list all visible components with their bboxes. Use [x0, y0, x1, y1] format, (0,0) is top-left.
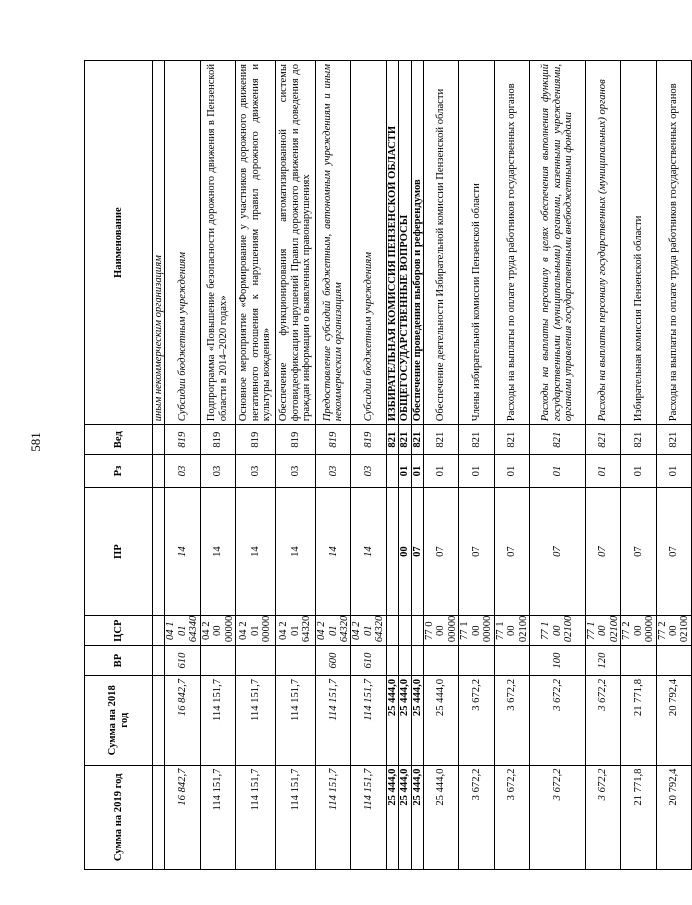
cell-sum2018: 21 771,8 [621, 675, 656, 765]
cell-sum2018: 3 672,2 [494, 675, 529, 765]
cell-pr: 14 [165, 487, 200, 615]
cell-csr: 04 2 01 64320 [316, 616, 351, 646]
cell-ved: 821 [494, 425, 529, 455]
cell-sum2019: 114 151,7 [276, 765, 316, 869]
cell-sum2019: 3 672,2 [585, 765, 620, 869]
cell-csr: 04 2 01 64320 [276, 616, 316, 646]
cell-vr: 120 [585, 646, 620, 676]
cell-pr: 14 [200, 487, 235, 615]
cell-sum2018 [153, 675, 165, 765]
cell-rz: 01 [529, 455, 585, 488]
cell-sum2019: 3 672,2 [529, 765, 585, 869]
cell-sum2019: 114 151,7 [200, 765, 235, 869]
cell-name: Предоставление субсидий бюджетным, автономным учреждениям и иным некоммерческим организациям [316, 61, 351, 425]
cell-vr [236, 646, 276, 676]
cell-rz: 03 [276, 455, 316, 488]
cell-name: Обеспечение проведения выборов и референдумов [411, 61, 423, 425]
cell-ved: 819 [276, 425, 316, 455]
cell-vr: 100 [529, 646, 585, 676]
cell-sum2019: 25 444,0 [399, 765, 411, 869]
cell-rz [153, 455, 165, 488]
cell-rz: 01 [424, 455, 459, 488]
cell-name: Обеспечение функционирования автоматизированной системы фотовидеофиксации нарушений Правил дорожного движения и доведения до граждан информации о выявленных правонарушениях [276, 61, 316, 425]
cell-name: Расходы на выплаты персоналу в целях обеспечения выполнения функций государственными (муниципальными) органами, казенными учреждениями, органами управления государственными внебюджетными фондами [529, 61, 585, 425]
cell-rz: 03 [316, 455, 351, 488]
cell-vr [276, 646, 316, 676]
cell-csr [153, 616, 165, 646]
cell-pr: 07 [656, 487, 691, 615]
cell-sum2018: 25 444,0 [424, 675, 459, 765]
cell-pr: 07 [585, 487, 620, 615]
table-row [529, 61, 585, 870]
header-row [85, 61, 153, 870]
col-header-rz: Рз [85, 455, 153, 488]
cell-pr: 07 [424, 487, 459, 615]
table-row [424, 61, 459, 870]
cell-ved: 819 [200, 425, 235, 455]
cell-vr [424, 646, 459, 676]
cell-pr: 07 [494, 487, 529, 615]
cell-sum2019: 114 151,7 [236, 765, 276, 869]
cell-vr [153, 646, 165, 676]
cell-ved: 821 [424, 425, 459, 455]
cell-rz: 01 [621, 455, 656, 488]
cell-csr: 77 2 00 00000 [621, 616, 656, 646]
cell-sum2019: 25 444,0 [386, 765, 398, 869]
cell-csr: 77 0 00 00000 [424, 616, 459, 646]
cell-pr: 14 [316, 487, 351, 615]
cell-rz: 01 [585, 455, 620, 488]
cell-csr: 04 2 00 00000 [200, 616, 235, 646]
rotated-table-container [84, 60, 691, 870]
cell-pr: 14 [276, 487, 316, 615]
cell-sum2019: 25 444,0 [411, 765, 423, 869]
cell-ved: 821 [656, 425, 691, 455]
cell-sum2018: 3 672,2 [585, 675, 620, 765]
cell-rz: 01 [399, 455, 411, 488]
table-row [153, 61, 165, 870]
cell-ved: 821 [585, 425, 620, 455]
cell-vr: 600 [316, 646, 351, 676]
cell-name: Избирательная комиссия Пензенской области [621, 61, 656, 425]
cell-name: Обеспечение деятельности Избирательной комиссии Пензенской области [424, 61, 459, 425]
cell-sum2018: 25 444,0 [386, 675, 398, 765]
cell-sum2018: 114 151,7 [200, 675, 235, 765]
table-row [585, 61, 620, 870]
col-header-sum2019: Сумма на 2019 год [85, 765, 153, 869]
col-header-pr: ПР [85, 487, 153, 615]
cell-sum2018: 3 672,2 [459, 675, 494, 765]
cell-sum2019: 114 151,7 [351, 765, 386, 869]
table-row [165, 61, 200, 870]
table-row [621, 61, 656, 870]
cell-pr: 07 [459, 487, 494, 615]
cell-csr [386, 616, 398, 646]
cell-name: Расходы на выплаты по оплате труда работников государственных органов [656, 61, 691, 425]
cell-sum2019 [153, 765, 165, 869]
cell-rz: 01 [411, 455, 423, 488]
cell-ved: 819 [236, 425, 276, 455]
cell-sum2019: 25 444,0 [424, 765, 459, 869]
cell-sum2018: 16 842,7 [165, 675, 200, 765]
cell-name: Расходы на выплаты по оплате труда работников государственных органов [494, 61, 529, 425]
cell-rz: 03 [351, 455, 386, 488]
cell-sum2018: 114 151,7 [236, 675, 276, 765]
budget-table [84, 60, 692, 870]
cell-sum2019: 3 672,2 [459, 765, 494, 869]
table-row [236, 61, 276, 870]
cell-sum2019: 3 672,2 [494, 765, 529, 869]
cell-ved: 821 [399, 425, 411, 455]
cell-sum2018: 114 151,7 [316, 675, 351, 765]
cell-sum2018: 20 792,4 [656, 675, 691, 765]
col-header-vr: ВР [85, 646, 153, 676]
cell-sum2019: 21 771,8 [621, 765, 656, 869]
cell-pr: 07 [411, 487, 423, 615]
cell-sum2018: 25 444,0 [399, 675, 411, 765]
cell-vr [459, 646, 494, 676]
cell-ved: 821 [529, 425, 585, 455]
table-row [276, 61, 316, 870]
cell-csr: 77 2 00 02100 [656, 616, 691, 646]
cell-ved: 821 [411, 425, 423, 455]
page-number: 581 [28, 432, 43, 452]
col-header-csr: ЦСР [85, 616, 153, 646]
cell-ved: 819 [165, 425, 200, 455]
table-row [316, 61, 351, 870]
cell-rz: 01 [494, 455, 529, 488]
table-body [153, 61, 692, 870]
cell-vr [386, 646, 398, 676]
cell-ved: 821 [386, 425, 398, 455]
cell-rz: 03 [200, 455, 235, 488]
cell-pr: 07 [621, 487, 656, 615]
table-row [656, 61, 691, 870]
table-row [200, 61, 235, 870]
col-header-ved: Вед [85, 425, 153, 455]
cell-rz: 03 [236, 455, 276, 488]
cell-name: ИЗБИРАТЕЛЬНАЯ КОМИССИЯ ПЕНЗЕНСКОЙ ОБЛАСТИ [386, 61, 398, 425]
table-row [351, 61, 386, 870]
cell-pr: 14 [236, 487, 276, 615]
cell-name: ОБЩЕГОСУДАРСТВЕННЫЕ ВОПРОСЫ [399, 61, 411, 425]
cell-csr: 77 1 00 00000 [459, 616, 494, 646]
cell-csr: 77 1 00 02100 [585, 616, 620, 646]
cell-rz: 01 [459, 455, 494, 488]
cell-csr [411, 616, 423, 646]
cell-ved: 821 [621, 425, 656, 455]
cell-sum2019: 20 792,4 [656, 765, 691, 869]
cell-ved: 819 [351, 425, 386, 455]
cell-csr: 04 2 01 64320 [351, 616, 386, 646]
cell-pr [386, 487, 398, 615]
table-row [399, 61, 411, 870]
cell-pr: 14 [351, 487, 386, 615]
cell-vr: 610 [165, 646, 200, 676]
col-header-sum2018: Сумма на 2018 год [85, 675, 153, 765]
cell-vr [621, 646, 656, 676]
cell-name: Субсидии бюджетным учреждениям [351, 61, 386, 425]
cell-ved: 821 [459, 425, 494, 455]
cell-rz [386, 455, 398, 488]
cell-name: Основное мероприятие «Формирование у участников дорожного движения негативного отношения к нарушениям правил дорожного движения и культуры вождения» [236, 61, 276, 425]
cell-sum2019: 114 151,7 [316, 765, 351, 869]
cell-name: Расходы на выплаты персоналу государственных (муниципальных) органов [585, 61, 620, 425]
cell-vr [494, 646, 529, 676]
cell-vr [200, 646, 235, 676]
cell-name: Члены избирательной комиссии Пензенской области [459, 61, 494, 425]
col-header-name: Наименование [85, 61, 153, 425]
cell-pr: 00 [399, 487, 411, 615]
cell-rz: 03 [165, 455, 200, 488]
cell-csr: 77 1 00 02100 [494, 616, 529, 646]
cell-pr [153, 487, 165, 615]
cell-ved [153, 425, 165, 455]
cell-sum2018: 25 444,0 [411, 675, 423, 765]
cell-vr [411, 646, 423, 676]
cell-vr: 610 [351, 646, 386, 676]
cell-sum2018: 114 151,7 [276, 675, 316, 765]
cell-csr: 77 1 00 02100 [529, 616, 585, 646]
table-row [459, 61, 494, 870]
cell-name: Подпрограмма «Повышение безопасности дорожного движения в Пензенской области в 2014–2020 годах» [200, 61, 235, 425]
cell-vr [656, 646, 691, 676]
cell-csr [399, 616, 411, 646]
cell-sum2018: 3 672,2 [529, 675, 585, 765]
cell-csr: 04 1 01 64340 [165, 616, 200, 646]
cell-pr: 07 [529, 487, 585, 615]
cell-vr [399, 646, 411, 676]
cell-csr: 04 2 01 00000 [236, 616, 276, 646]
cell-sum2018: 114 151,7 [351, 675, 386, 765]
cell-name: Субсидии бюджетным учреждениям [165, 61, 200, 425]
table-row [494, 61, 529, 870]
table-row [411, 61, 423, 870]
cell-name: иным некоммерческим организациям [153, 61, 165, 425]
cell-rz: 01 [656, 455, 691, 488]
cell-ved: 819 [316, 425, 351, 455]
cell-sum2019: 16 842,7 [165, 765, 200, 869]
table-row [386, 61, 398, 870]
